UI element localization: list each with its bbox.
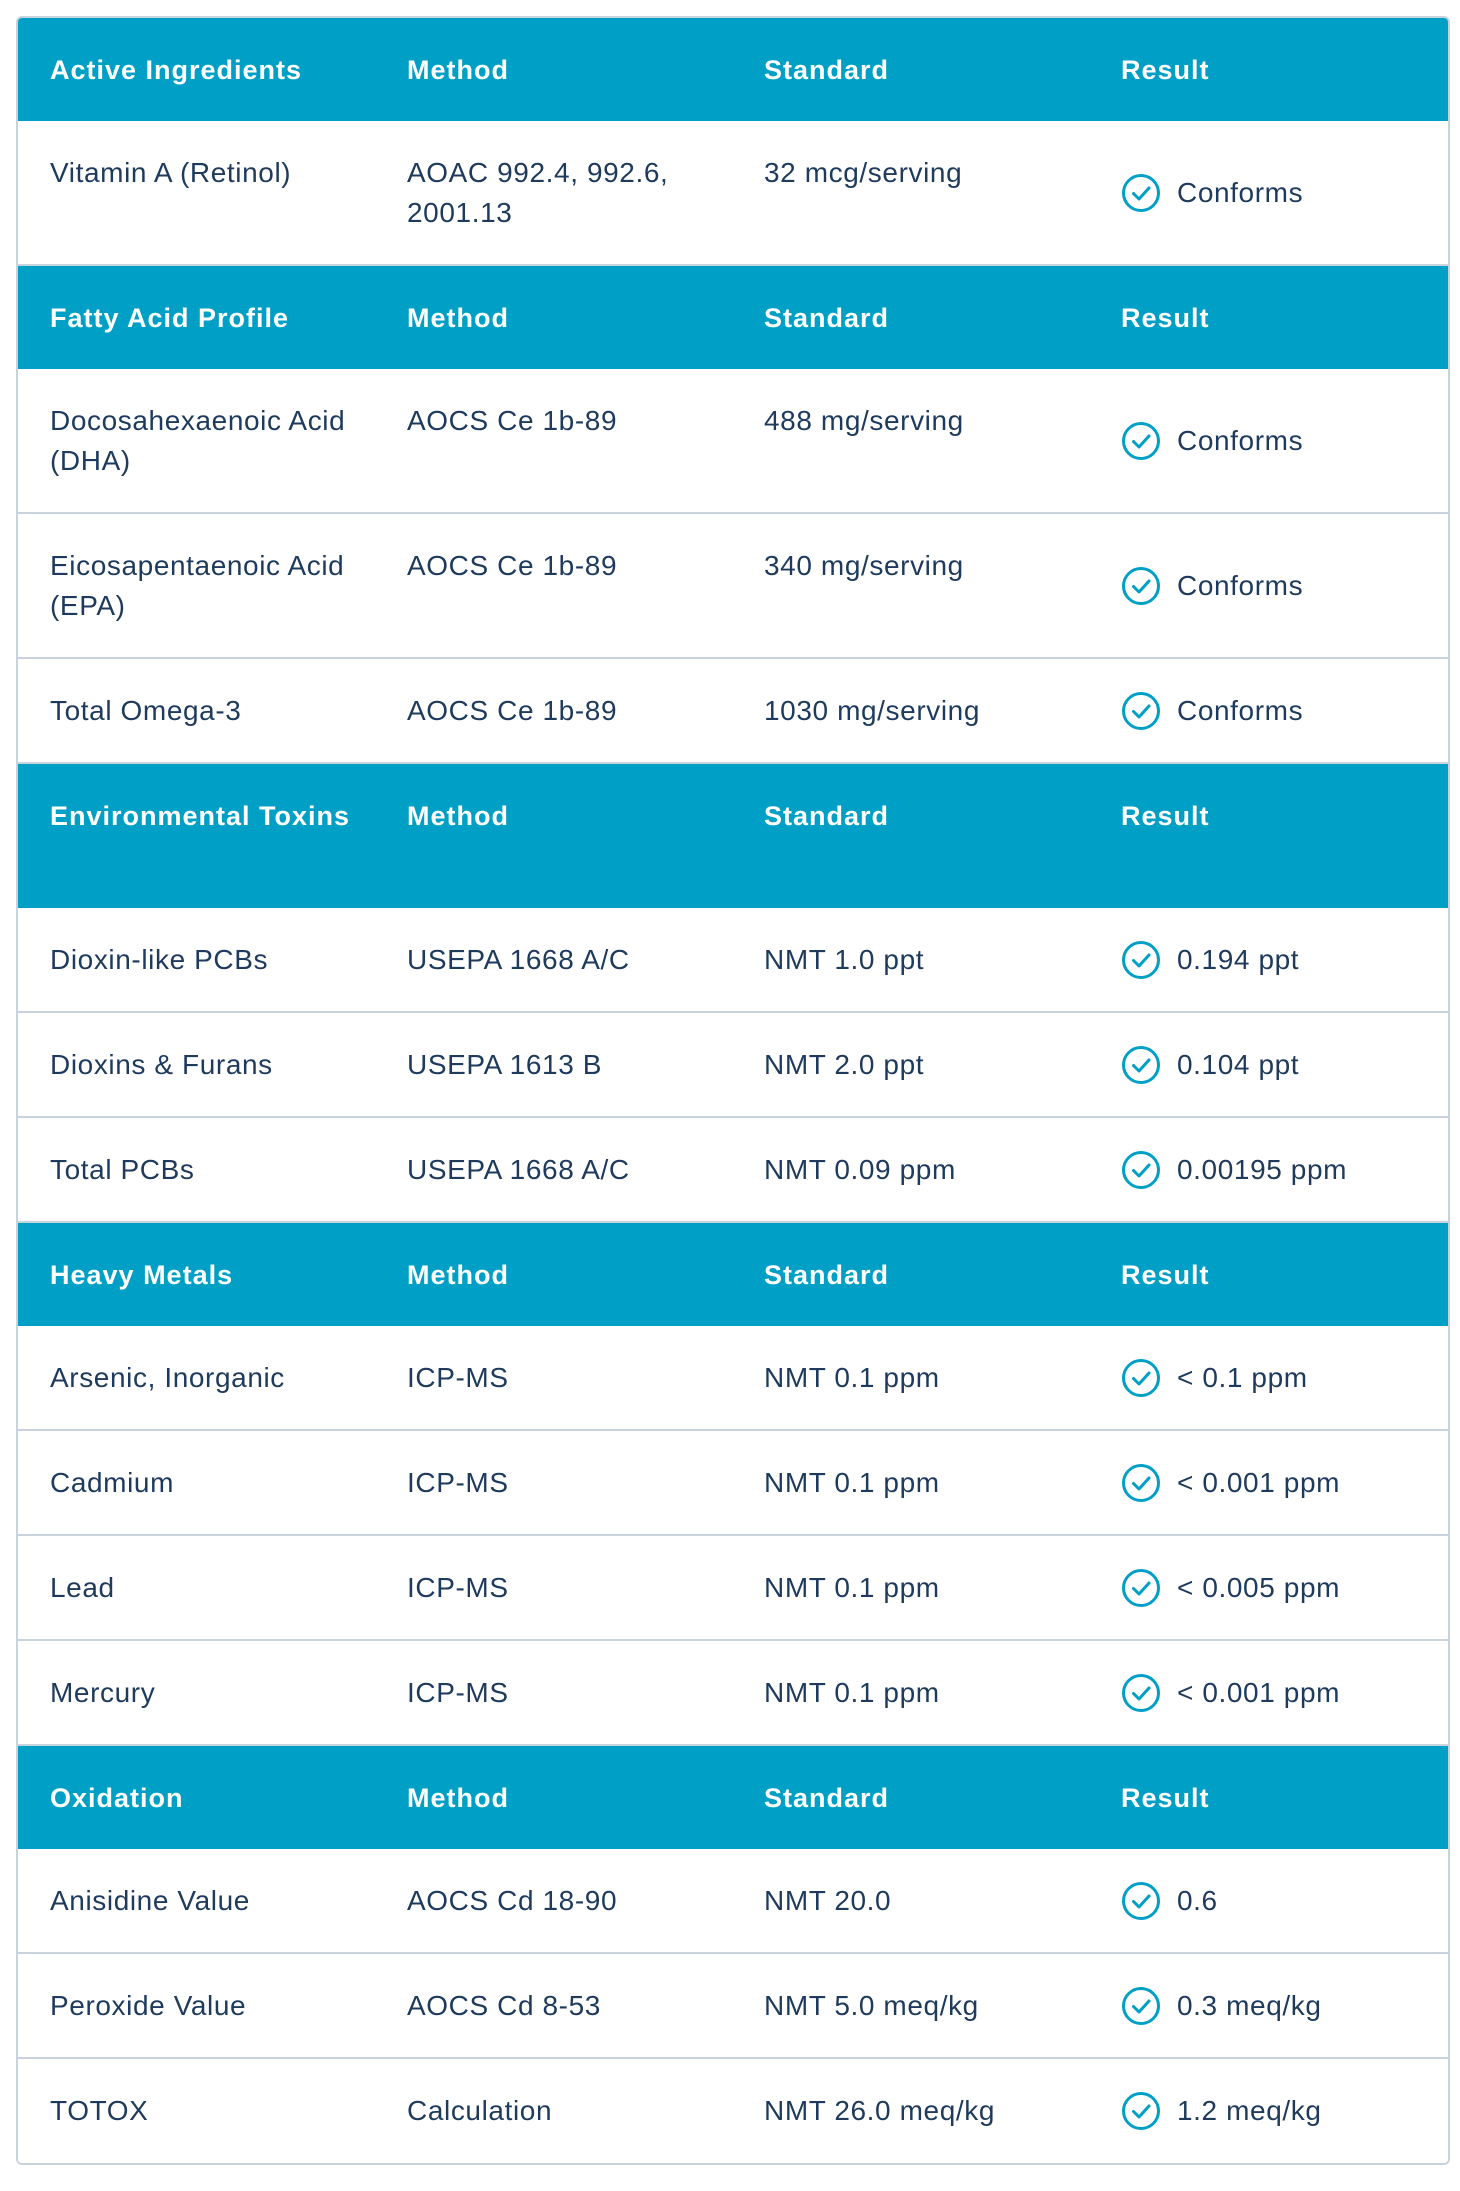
standard-value: NMT 20.0 xyxy=(764,1885,892,1916)
check-circle-icon xyxy=(1121,1568,1161,1608)
method-value: Calculation xyxy=(407,2095,553,2126)
ingredient-name: Lead xyxy=(50,1572,115,1603)
result-column-header: Result xyxy=(1121,303,1210,333)
table-row xyxy=(18,1536,1448,1641)
result-value: 0.104 ppt xyxy=(1177,1048,1300,1080)
standard-value: NMT 1.0 ppt xyxy=(764,944,925,975)
result-column-header: Result xyxy=(1121,55,1210,85)
table-row xyxy=(18,369,1448,514)
standard-value: 1030 mg/serving xyxy=(764,695,981,726)
method-column-header: Method xyxy=(407,1783,509,1813)
method-value: AOAC 992.4, 992.6, 2001.13 xyxy=(407,157,669,228)
table-row xyxy=(18,514,1448,659)
check-circle-icon xyxy=(1121,1045,1161,1085)
table-row xyxy=(18,1326,1448,1431)
method-value: AOCS Ce 1b-89 xyxy=(407,695,618,726)
section-header-fatty-acid-profile xyxy=(18,266,1448,369)
result-value: Conforms xyxy=(1177,176,1304,208)
result-value: 0.00195 ppm xyxy=(1177,1153,1348,1185)
result-column-header: Result xyxy=(1121,1783,1210,1813)
ingredient-name: Dioxins & Furans xyxy=(50,1049,273,1080)
standard-value: 488 mg/serving xyxy=(764,405,964,436)
result-cell xyxy=(1089,121,1448,264)
ingredient-name: Vitamin A (Retinol) xyxy=(50,157,292,188)
ingredient-name: Total Omega-3 xyxy=(50,695,242,726)
standard-value: 340 mg/serving xyxy=(764,550,964,581)
check-circle-icon xyxy=(1121,421,1161,461)
table-row xyxy=(18,1431,1448,1536)
result-value: < 0.001 ppm xyxy=(1177,1466,1341,1498)
result-column-header: Result xyxy=(1121,1260,1210,1290)
method-column-header: Method xyxy=(407,1260,509,1290)
section-header-heavy-metals xyxy=(18,1223,1448,1326)
table-row xyxy=(18,1013,1448,1118)
table-row xyxy=(18,1849,1448,1954)
ingredient-name: Peroxide Value xyxy=(50,1990,247,2021)
table-row xyxy=(18,659,1448,764)
result-value: 1.2 meq/kg xyxy=(1177,2095,1322,2126)
standard-column-header: Standard xyxy=(764,801,890,831)
ingredient-name: Arsenic, Inorganic xyxy=(50,1362,285,1393)
result-value: < 0.1 ppm xyxy=(1177,1361,1308,1393)
standard-value: NMT 0.1 ppm xyxy=(764,1467,940,1498)
standard-column-header: Standard xyxy=(764,1783,890,1813)
method-value: AOCS Cd 8-53 xyxy=(407,1990,601,2021)
check-circle-icon xyxy=(1121,691,1161,731)
check-circle-icon xyxy=(1121,1881,1161,1921)
method-value: USEPA 1668 A/C xyxy=(407,944,630,975)
method-value: ICP-MS xyxy=(407,1572,509,1603)
ingredient-name: Anisidine Value xyxy=(50,1885,250,1916)
ingredient-name: Docosahexaenoic Acid (DHA) xyxy=(50,405,346,476)
section-header-oxidation xyxy=(18,1746,1448,1849)
method-value: USEPA 1668 A/C xyxy=(407,1154,630,1185)
results-table xyxy=(16,16,1450,2165)
table-row xyxy=(18,908,1448,1013)
standard-value: NMT 0.09 ppm xyxy=(764,1154,956,1185)
method-value: ICP-MS xyxy=(407,1467,509,1498)
result-column-header: Result xyxy=(1121,801,1210,831)
method-value: ICP-MS xyxy=(407,1677,509,1708)
result-cell xyxy=(1089,1849,1448,1952)
ingredient-name: TOTOX xyxy=(50,2095,149,2126)
check-circle-icon xyxy=(1121,1150,1161,1190)
standard-value: NMT 0.1 ppm xyxy=(764,1572,940,1603)
method-value: AOCS Cd 18-90 xyxy=(407,1885,618,1916)
section-header-active-ingredients xyxy=(18,18,1448,121)
result-value: < 0.001 ppm xyxy=(1177,1676,1341,1708)
method-value: USEPA 1613 B xyxy=(407,1049,603,1080)
table-row xyxy=(18,1118,1448,1223)
standard-value: NMT 26.0 meq/kg xyxy=(764,2095,996,2126)
result-cell xyxy=(1089,1954,1448,2057)
standard-column-header: Standard xyxy=(764,303,890,333)
result-value: 0.194 ppt xyxy=(1177,943,1300,975)
section-title: Environmental Toxins xyxy=(50,801,351,831)
result-cell xyxy=(1089,1326,1448,1429)
result-cell xyxy=(1089,369,1448,512)
section-title: Fatty Acid Profile xyxy=(50,303,290,333)
method-column-header: Method xyxy=(407,55,509,85)
result-value: < 0.005 ppm xyxy=(1177,1571,1341,1603)
ingredient-name: Total PCBs xyxy=(50,1154,195,1185)
standard-value: NMT 0.1 ppm xyxy=(764,1362,940,1393)
standard-column-header: Standard xyxy=(764,1260,890,1290)
ingredient-name: Eicosapentaenoic Acid (EPA) xyxy=(50,550,345,621)
standard-value: 32 mcg/serving xyxy=(764,157,963,188)
check-circle-icon xyxy=(1121,566,1161,606)
ingredient-name: Cadmium xyxy=(50,1467,175,1498)
table-row xyxy=(18,121,1448,266)
check-circle-icon xyxy=(1121,1463,1161,1503)
table-row xyxy=(18,1954,1448,2059)
result-value: 0.6 xyxy=(1177,1884,1218,1916)
standard-value: NMT 5.0 meq/kg xyxy=(764,1990,979,2021)
standard-value: NMT 0.1 ppm xyxy=(764,1677,940,1708)
method-column-header: Method xyxy=(407,303,509,333)
result-cell xyxy=(1089,514,1448,657)
result-cell xyxy=(1089,1118,1448,1221)
result-cell xyxy=(1089,908,1448,1011)
result-value: Conforms xyxy=(1177,694,1304,726)
result-cell xyxy=(1089,1431,1448,1534)
section-title: Oxidation xyxy=(50,1783,184,1813)
ingredient-name: Mercury xyxy=(50,1677,156,1708)
check-circle-icon xyxy=(1121,2091,1161,2131)
check-circle-icon xyxy=(1121,173,1161,213)
standard-column-header: Standard xyxy=(764,55,890,85)
result-value: 0.3 meq/kg xyxy=(1177,1989,1322,2021)
method-value: ICP-MS xyxy=(407,1362,509,1393)
method-value: AOCS Ce 1b-89 xyxy=(407,405,618,436)
method-column-header: Method xyxy=(407,801,509,831)
result-cell xyxy=(1089,1013,1448,1116)
section-title: Heavy Metals xyxy=(50,1260,234,1290)
section-header-environmental-toxins xyxy=(18,764,1448,908)
result-cell xyxy=(1089,2059,1448,2163)
check-circle-icon xyxy=(1121,1673,1161,1713)
table-row xyxy=(18,1641,1448,1746)
result-cell xyxy=(1089,1536,1448,1639)
standard-value: NMT 2.0 ppt xyxy=(764,1049,925,1080)
result-cell xyxy=(1089,659,1448,762)
result-value: Conforms xyxy=(1177,569,1304,601)
result-cell xyxy=(1089,1641,1448,1744)
table-row xyxy=(18,2059,1448,2163)
check-circle-icon xyxy=(1121,1358,1161,1398)
section-title: Active Ingredients xyxy=(50,55,303,85)
result-value: Conforms xyxy=(1177,424,1304,456)
method-value: AOCS Ce 1b-89 xyxy=(407,550,618,581)
check-circle-icon xyxy=(1121,1986,1161,2026)
ingredient-name: Dioxin-like PCBs xyxy=(50,944,269,975)
check-circle-icon xyxy=(1121,940,1161,980)
